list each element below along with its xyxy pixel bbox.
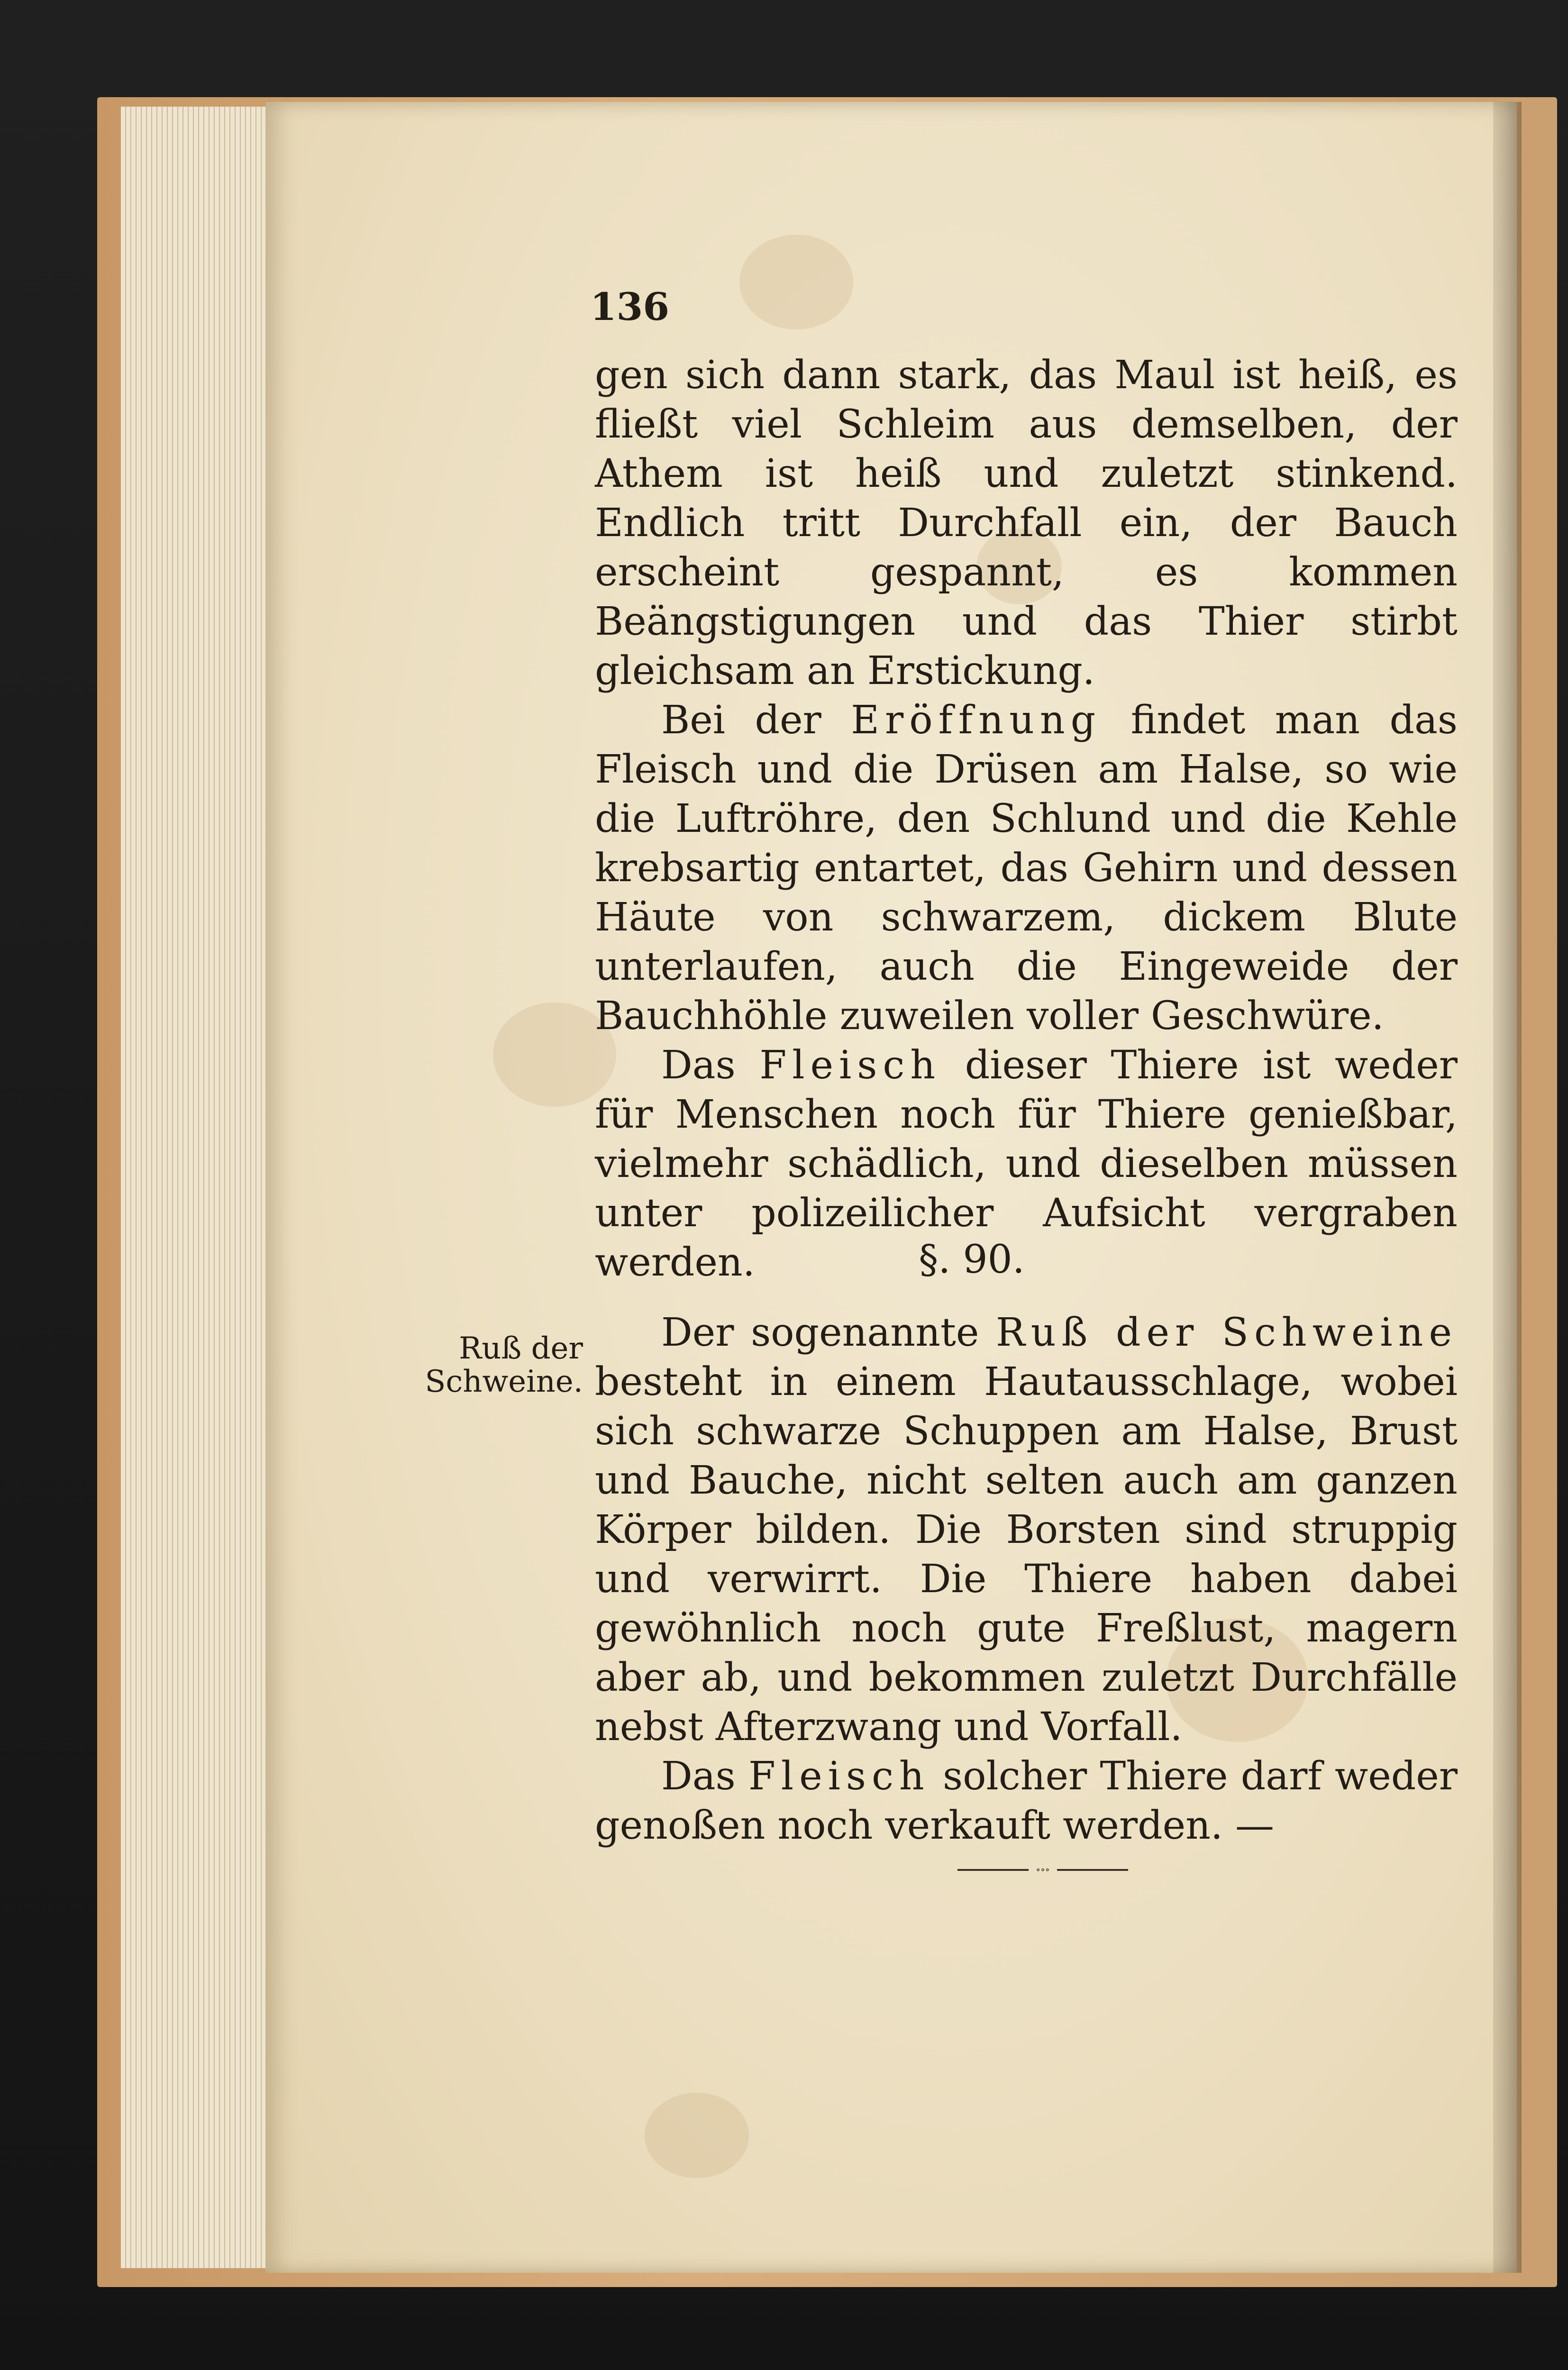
page-number: 136	[590, 284, 669, 329]
end-ornament	[957, 1863, 1128, 1877]
paper-stain	[739, 235, 853, 329]
page-edges	[121, 107, 274, 2268]
main-text-block	[595, 351, 1458, 1287]
paragraph-continuation: gen sich dann stark, das Maul ist heiß, es fließt viel Schleim aus demselben, der Athem ist heiß und zuletzt stinkend. Endlich tritt Durchfall ein, der Bauch erscheint gespannt, es kommen Beängstigungen und das Thier stirbt gleichsam an Erstickung.	[595, 353, 1458, 693]
page-gutter-shadow	[1493, 102, 1522, 2273]
section-text-block	[595, 1308, 1458, 1850]
paragraph-soot-meat: Das Fleisch solcher Thiere darf weder genoßen noch verkauft werden. —	[595, 1754, 1458, 1848]
paragraph-meat-disposal: Das Fleisch dieser Thiere ist weder für Menschen noch für Thiere genießbar, vielmehr schädlich, und dieselben müssen unter polizeilicher Aufsicht vergraben werden.	[595, 1043, 1458, 1285]
paragraph-soot-description: Der sogenannte Ruß der Schweine besteht in einem Hautausschlage, wobei sich schwarze Schuppen am Halse, Brust und Bauche, nicht selten auch am ganzen Körper bilden. Die Borsten sind struppig und verwirrt. Die Thiere haben dabei gewöhnlich noch gute Freßlust, magern aber ab, und bekommen zuletzt Durchfälle nebst Afterzwang und Vorfall.	[595, 1310, 1458, 1750]
ornament-rule-left	[957, 1869, 1029, 1871]
ornament-center: ∘∘∘	[1036, 1864, 1050, 1875]
paper-stain	[645, 2093, 749, 2178]
ornament-rule-right	[1057, 1869, 1128, 1871]
paragraph-opening-findings: Bei der Eröffnung findet man das Fleisch und die Drüsen am Halse, so wie die Luftröhre, den Schlund und die Kehle krebsartig entartet, das Gehirn und dessen Häute von schwarzem, dickem Blute unterlaufen, auch die Eingeweide der Bauchhöhle zuweilen voller Geschwüre.	[595, 698, 1458, 1039]
section-heading: §. 90.	[919, 1237, 1025, 1282]
margin-note: Ruß der Schweine.	[425, 1331, 583, 1399]
